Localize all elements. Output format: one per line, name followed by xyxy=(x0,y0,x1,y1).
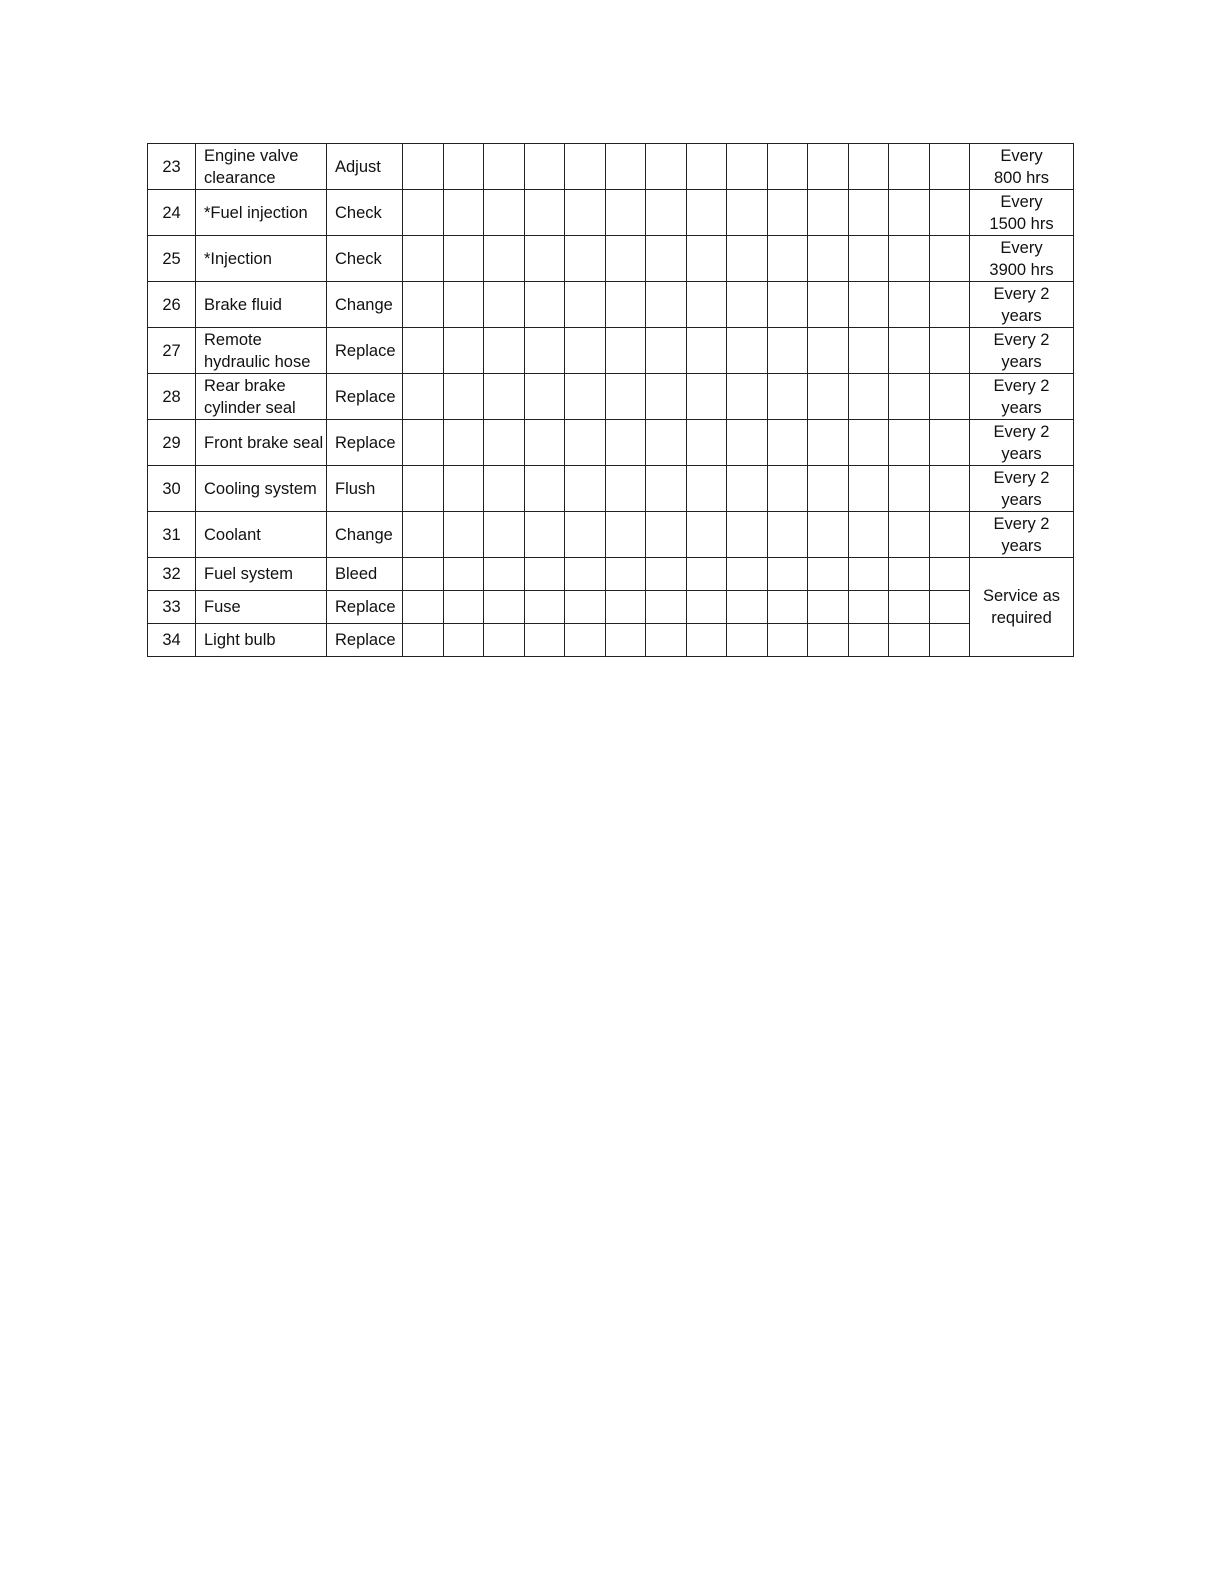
checkbox-cell[interactable] xyxy=(484,591,525,624)
row-number: 29 xyxy=(148,420,196,466)
interval-cell xyxy=(970,374,1074,420)
checkbox-cell[interactable] xyxy=(727,282,768,328)
item-cell xyxy=(196,190,327,236)
item-text-line: *Injection xyxy=(204,249,272,268)
item-cell xyxy=(196,236,327,282)
checkbox-cell[interactable] xyxy=(848,190,889,236)
checkbox-cell[interactable] xyxy=(848,420,889,466)
checkbox-cell[interactable] xyxy=(727,190,768,236)
action-cell: Replace xyxy=(327,420,403,466)
checkbox-cell[interactable] xyxy=(767,236,808,282)
checkbox-cell[interactable] xyxy=(929,466,970,512)
row-number: 30 xyxy=(148,466,196,512)
checkbox-cell[interactable] xyxy=(686,466,727,512)
action-cell: Replace xyxy=(327,328,403,374)
checkbox-cell[interactable] xyxy=(403,558,444,591)
checkbox-cell[interactable] xyxy=(767,190,808,236)
checkbox-cell[interactable] xyxy=(808,591,849,624)
table-row xyxy=(148,466,1074,512)
checkbox-cell[interactable] xyxy=(565,328,606,374)
checkbox-cell[interactable] xyxy=(524,328,565,374)
checkbox-cell[interactable] xyxy=(524,512,565,558)
checkbox-cell[interactable] xyxy=(848,144,889,190)
checkbox-cell[interactable] xyxy=(767,466,808,512)
checkbox-cell[interactable] xyxy=(443,190,484,236)
checkbox-cell[interactable] xyxy=(808,558,849,591)
checkbox-cell[interactable] xyxy=(929,328,970,374)
item-cell xyxy=(196,558,327,591)
checkbox-cell[interactable] xyxy=(808,282,849,328)
checkbox-cell[interactable] xyxy=(605,236,646,282)
checkbox-cell[interactable] xyxy=(403,328,444,374)
checkbox-cell[interactable] xyxy=(605,282,646,328)
checkbox-cell[interactable] xyxy=(889,374,930,420)
checkbox-cell[interactable] xyxy=(443,558,484,591)
checkbox-cell[interactable] xyxy=(484,466,525,512)
checkbox-cell[interactable] xyxy=(646,466,687,512)
checkbox-cell[interactable] xyxy=(403,236,444,282)
checkbox-cell[interactable] xyxy=(443,591,484,624)
item-cell xyxy=(196,144,327,190)
action-cell: Flush xyxy=(327,466,403,512)
checkbox-cell[interactable] xyxy=(889,624,930,657)
checkbox-cell[interactable] xyxy=(727,466,768,512)
item-text-line: Engine valve xyxy=(204,146,299,165)
item-text-line: Cooling system xyxy=(204,479,317,498)
checkbox-cell[interactable] xyxy=(848,282,889,328)
checkbox-cell[interactable] xyxy=(646,558,687,591)
checkbox-cell[interactable] xyxy=(929,144,970,190)
checkbox-cell[interactable] xyxy=(686,420,727,466)
checkbox-cell[interactable] xyxy=(848,374,889,420)
maintenance-schedule-page xyxy=(147,143,1074,657)
table-row xyxy=(148,624,1074,657)
checkbox-cell[interactable] xyxy=(646,190,687,236)
item-text-line: cylinder seal xyxy=(204,398,296,417)
checkbox-cell[interactable] xyxy=(443,328,484,374)
row-number: 34 xyxy=(148,624,196,657)
interval-cell xyxy=(970,190,1074,236)
checkbox-cell[interactable] xyxy=(484,236,525,282)
checkbox-cell[interactable] xyxy=(929,190,970,236)
checkbox-cell[interactable] xyxy=(443,144,484,190)
checkbox-cell[interactable] xyxy=(605,512,646,558)
checkbox-cell[interactable] xyxy=(686,236,727,282)
checkbox-cell[interactable] xyxy=(727,144,768,190)
checkbox-cell[interactable] xyxy=(727,591,768,624)
checkbox-cell[interactable] xyxy=(848,624,889,657)
row-number: 27 xyxy=(148,328,196,374)
interval-text-line: Every xyxy=(1000,192,1043,211)
checkbox-cell[interactable] xyxy=(524,236,565,282)
checkbox-cell[interactable] xyxy=(646,420,687,466)
checkbox-cell[interactable] xyxy=(767,558,808,591)
checkbox-cell[interactable] xyxy=(646,236,687,282)
item-cell xyxy=(196,591,327,624)
checkbox-cell[interactable] xyxy=(889,420,930,466)
checkbox-cell[interactable] xyxy=(403,591,444,624)
interval-text-line: years xyxy=(1001,352,1042,371)
table-row xyxy=(148,558,1074,591)
interval-text-line: Every 2 xyxy=(993,468,1050,487)
checkbox-cell[interactable] xyxy=(646,328,687,374)
checkbox-cell[interactable] xyxy=(443,282,484,328)
checkbox-cell[interactable] xyxy=(767,374,808,420)
row-number: 31 xyxy=(148,512,196,558)
checkbox-cell[interactable] xyxy=(889,328,930,374)
checkbox-cell[interactable] xyxy=(605,374,646,420)
checkbox-cell[interactable] xyxy=(727,558,768,591)
checkbox-cell[interactable] xyxy=(443,466,484,512)
checkbox-cell[interactable] xyxy=(889,512,930,558)
checkbox-cell[interactable] xyxy=(808,512,849,558)
checkbox-cell[interactable] xyxy=(524,624,565,657)
checkbox-cell[interactable] xyxy=(686,328,727,374)
checkbox-cell[interactable] xyxy=(686,558,727,591)
item-text-line: Fuse xyxy=(204,598,241,616)
checkbox-cell[interactable] xyxy=(889,144,930,190)
checkbox-cell[interactable] xyxy=(565,466,606,512)
checkbox-cell[interactable] xyxy=(443,236,484,282)
table-row xyxy=(148,420,1074,466)
checkbox-cell[interactable] xyxy=(808,374,849,420)
interval-text-line: years xyxy=(1001,490,1042,509)
interval-cell xyxy=(970,282,1074,328)
checkbox-cell[interactable] xyxy=(524,591,565,624)
interval-text-line: 1500 hrs xyxy=(989,214,1054,233)
checkbox-cell[interactable] xyxy=(565,624,606,657)
checkbox-cell[interactable] xyxy=(808,420,849,466)
checkbox-cell[interactable] xyxy=(524,282,565,328)
checkbox-cell[interactable] xyxy=(767,282,808,328)
checkbox-cell[interactable] xyxy=(848,591,889,624)
interval-cell xyxy=(970,420,1074,466)
checkbox-cell[interactable] xyxy=(686,591,727,624)
interval-text-line: years xyxy=(1001,536,1042,555)
checkbox-cell[interactable] xyxy=(403,144,444,190)
checkbox-cell[interactable] xyxy=(929,420,970,466)
table-row xyxy=(148,144,1074,190)
checkbox-cell[interactable] xyxy=(727,512,768,558)
checkbox-cell[interactable] xyxy=(565,282,606,328)
checkbox-cell[interactable] xyxy=(443,624,484,657)
table-row xyxy=(148,591,1074,624)
item-cell xyxy=(196,466,327,512)
row-number: 24 xyxy=(148,190,196,236)
checkbox-cell[interactable] xyxy=(484,328,525,374)
item-text-line: Remote xyxy=(204,330,262,349)
checkbox-cell[interactable] xyxy=(686,144,727,190)
checkbox-cell[interactable] xyxy=(524,466,565,512)
table-row xyxy=(148,236,1074,282)
checkbox-cell[interactable] xyxy=(727,328,768,374)
action-cell: Change xyxy=(327,282,403,328)
checkbox-cell[interactable] xyxy=(403,624,444,657)
checkbox-cell[interactable] xyxy=(565,558,606,591)
checkbox-cell[interactable] xyxy=(524,558,565,591)
interval-text-line: years xyxy=(1001,444,1042,463)
interval-text-line: Every xyxy=(1000,146,1043,165)
checkbox-cell[interactable] xyxy=(646,591,687,624)
checkbox-cell[interactable] xyxy=(767,591,808,624)
checkbox-cell[interactable] xyxy=(767,624,808,657)
action-cell: Check xyxy=(327,236,403,282)
checkbox-cell[interactable] xyxy=(524,190,565,236)
checkbox-cell[interactable] xyxy=(484,282,525,328)
checkbox-cell[interactable] xyxy=(686,512,727,558)
checkbox-cell[interactable] xyxy=(686,624,727,657)
checkbox-cell[interactable] xyxy=(605,624,646,657)
row-number: 23 xyxy=(148,144,196,190)
checkbox-cell[interactable] xyxy=(565,374,606,420)
checkbox-cell[interactable] xyxy=(484,374,525,420)
checkbox-cell[interactable] xyxy=(605,420,646,466)
item-text-line: clearance xyxy=(204,168,276,187)
maintenance-schedule-table xyxy=(147,143,1074,657)
checkbox-cell[interactable] xyxy=(929,512,970,558)
checkbox-cell[interactable] xyxy=(808,624,849,657)
interval-cell xyxy=(970,512,1074,558)
checkbox-cell[interactable] xyxy=(605,558,646,591)
action-cell: Adjust xyxy=(327,144,403,190)
checkbox-cell[interactable] xyxy=(605,190,646,236)
checkbox-cell[interactable] xyxy=(727,420,768,466)
shared-interval-cell xyxy=(970,558,1074,657)
checkbox-cell[interactable] xyxy=(929,591,970,624)
item-cell xyxy=(196,282,327,328)
checkbox-cell[interactable] xyxy=(565,420,606,466)
checkbox-cell[interactable] xyxy=(403,282,444,328)
table-row xyxy=(148,374,1074,420)
item-cell xyxy=(196,512,327,558)
checkbox-cell[interactable] xyxy=(403,374,444,420)
checkbox-cell[interactable] xyxy=(727,236,768,282)
item-text-line: Brake fluid xyxy=(204,295,282,314)
action-cell: Change xyxy=(327,512,403,558)
checkbox-cell[interactable] xyxy=(808,328,849,374)
item-cell xyxy=(196,328,327,374)
checkbox-cell[interactable] xyxy=(646,512,687,558)
action-cell: Replace xyxy=(327,591,403,624)
checkbox-cell[interactable] xyxy=(767,144,808,190)
interval-text-line: 3900 hrs xyxy=(989,260,1054,279)
checkbox-cell[interactable] xyxy=(889,591,930,624)
row-number: 33 xyxy=(148,591,196,624)
checkbox-cell[interactable] xyxy=(403,190,444,236)
interval-text-line: 800 hrs xyxy=(993,168,1050,187)
checkbox-cell[interactable] xyxy=(686,374,727,420)
item-text-line: Front brake seal xyxy=(204,433,324,452)
table-row xyxy=(148,282,1074,328)
checkbox-cell[interactable] xyxy=(889,282,930,328)
checkbox-cell[interactable] xyxy=(889,236,930,282)
interval-text-line: Every 2 xyxy=(993,422,1050,441)
item-text-line: *Fuel injection xyxy=(204,203,308,222)
checkbox-cell[interactable] xyxy=(808,466,849,512)
checkbox-cell[interactable] xyxy=(889,466,930,512)
table-row xyxy=(148,328,1074,374)
checkbox-cell[interactable] xyxy=(767,328,808,374)
checkbox-cell[interactable] xyxy=(848,236,889,282)
item-cell xyxy=(196,624,327,657)
interval-text-line: Every xyxy=(1000,238,1043,257)
checkbox-cell[interactable] xyxy=(848,558,889,591)
checkbox-cell[interactable] xyxy=(808,236,849,282)
checkbox-cell[interactable] xyxy=(767,420,808,466)
item-cell xyxy=(196,420,327,466)
checkbox-cell[interactable] xyxy=(767,512,808,558)
checkbox-cell[interactable] xyxy=(565,236,606,282)
checkbox-cell[interactable] xyxy=(484,144,525,190)
schedule-body xyxy=(148,144,1074,657)
checkbox-cell[interactable] xyxy=(929,624,970,657)
checkbox-cell[interactable] xyxy=(605,328,646,374)
checkbox-cell[interactable] xyxy=(686,282,727,328)
interval-text-line: required xyxy=(991,609,1052,627)
checkbox-cell[interactable] xyxy=(686,190,727,236)
item-text-line: Coolant xyxy=(204,525,261,544)
table-row xyxy=(148,190,1074,236)
item-text-line: Rear brake xyxy=(204,376,286,395)
checkbox-cell[interactable] xyxy=(646,282,687,328)
checkbox-cell[interactable] xyxy=(524,144,565,190)
checkbox-cell[interactable] xyxy=(443,420,484,466)
checkbox-cell[interactable] xyxy=(808,190,849,236)
checkbox-cell[interactable] xyxy=(605,466,646,512)
checkbox-cell[interactable] xyxy=(403,512,444,558)
checkbox-cell[interactable] xyxy=(889,558,930,591)
checkbox-cell[interactable] xyxy=(646,144,687,190)
interval-text-line: Every 2 xyxy=(993,284,1050,303)
checkbox-cell[interactable] xyxy=(443,512,484,558)
checkbox-cell[interactable] xyxy=(484,512,525,558)
interval-text-line: Every 2 xyxy=(993,514,1050,533)
checkbox-cell[interactable] xyxy=(727,624,768,657)
checkbox-cell[interactable] xyxy=(929,374,970,420)
interval-text-line: Every 2 xyxy=(993,376,1050,395)
checkbox-cell[interactable] xyxy=(929,558,970,591)
item-cell xyxy=(196,374,327,420)
checkbox-cell[interactable] xyxy=(524,374,565,420)
checkbox-cell[interactable] xyxy=(484,624,525,657)
row-number: 28 xyxy=(148,374,196,420)
interval-cell xyxy=(970,466,1074,512)
interval-text-line: Service as xyxy=(982,587,1061,605)
item-text-line: Light bulb xyxy=(204,631,276,649)
interval-cell xyxy=(970,328,1074,374)
checkbox-cell[interactable] xyxy=(565,591,606,624)
table-row xyxy=(148,512,1074,558)
checkbox-cell[interactable] xyxy=(848,328,889,374)
item-text-line: hydraulic hose xyxy=(204,352,311,371)
action-cell: Replace xyxy=(327,624,403,657)
checkbox-cell[interactable] xyxy=(565,190,606,236)
interval-cell xyxy=(970,144,1074,190)
checkbox-cell[interactable] xyxy=(565,144,606,190)
checkbox-cell[interactable] xyxy=(808,144,849,190)
checkbox-cell[interactable] xyxy=(646,624,687,657)
checkbox-cell[interactable] xyxy=(403,420,444,466)
row-number: 25 xyxy=(148,236,196,282)
item-text-line: Fuel system xyxy=(204,565,293,583)
checkbox-cell[interactable] xyxy=(727,374,768,420)
checkbox-cell[interactable] xyxy=(605,591,646,624)
interval-text-line: years xyxy=(1001,306,1042,325)
checkbox-cell[interactable] xyxy=(848,466,889,512)
row-number: 32 xyxy=(148,558,196,591)
checkbox-cell[interactable] xyxy=(889,190,930,236)
checkbox-cell[interactable] xyxy=(565,512,606,558)
checkbox-cell[interactable] xyxy=(403,466,444,512)
checkbox-cell[interactable] xyxy=(484,190,525,236)
checkbox-cell[interactable] xyxy=(443,374,484,420)
checkbox-cell[interactable] xyxy=(484,558,525,591)
checkbox-cell[interactable] xyxy=(929,236,970,282)
checkbox-cell[interactable] xyxy=(524,420,565,466)
checkbox-cell[interactable] xyxy=(929,282,970,328)
action-cell: Bleed xyxy=(327,558,403,591)
checkbox-cell[interactable] xyxy=(646,374,687,420)
checkbox-cell[interactable] xyxy=(484,420,525,466)
interval-text-line: years xyxy=(1001,398,1042,417)
action-cell: Check xyxy=(327,190,403,236)
interval-text-line: Every 2 xyxy=(993,330,1050,349)
row-number: 26 xyxy=(148,282,196,328)
checkbox-cell[interactable] xyxy=(605,144,646,190)
interval-cell xyxy=(970,236,1074,282)
action-cell: Replace xyxy=(327,374,403,420)
checkbox-cell[interactable] xyxy=(848,512,889,558)
